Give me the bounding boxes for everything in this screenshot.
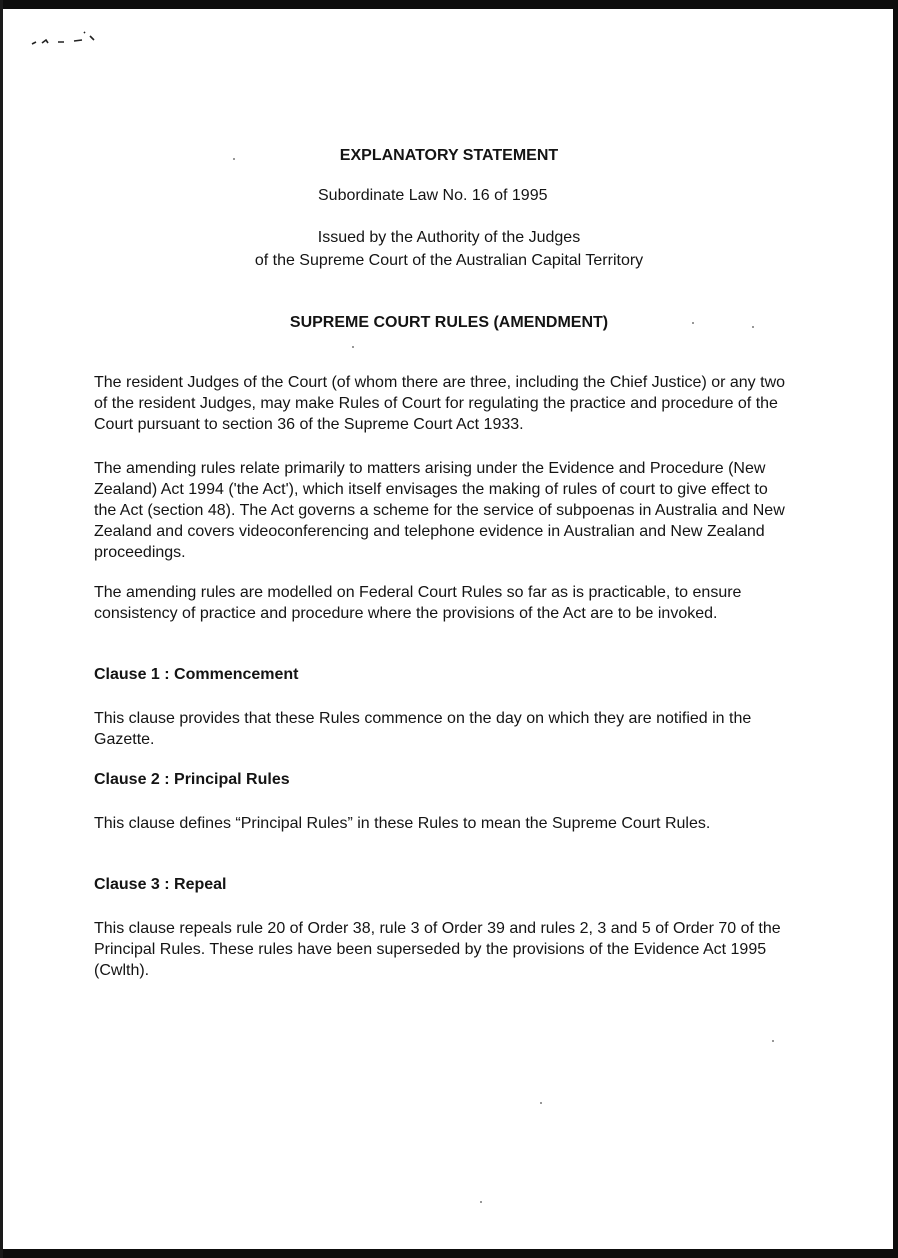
paragraph-judges-power: The resident Judges of the Court (of whom there are three, including the Chief Justice) or any two of the resident Judges, may make Rules of Court for regulating the practice and procedure of the Court pursuant to section 36 of the Supreme Court Act 1933. [94,374,786,433]
scan-edge-left [0,0,3,1258]
scan-speck [540,1102,542,1104]
clause-1-heading: Clause 1 : Commencement [94,666,299,683]
clause-1-text: This clause provides that these Rules commence on the day on which they are notified in the Gazette. [94,710,752,748]
paragraph-federal-court-rules: The amending rules are modelled on Federal Court Rules so far as is practicable, to ensure consistency of practice and procedure where the provisions of the Act are to be invoked. [94,584,742,622]
scan-mark-icon [30,28,110,52]
clause-3-heading: Clause 3 : Repeal [94,876,227,893]
subordinate-law-number: Subordinate Law No. 16 of 1995 [318,187,548,204]
rules-heading: SUPREME COURT RULES (AMENDMENT) [289,314,609,331]
issued-by-line-1: Issued by the Authority of the Judges [317,229,581,246]
scan-edge-right [893,0,898,1258]
clause-3-text: This clause repeals rule 20 of Order 38, rule 3 of Order 39 and rules 2, 3 and 5 of Order 70 of the Principal Rules. These rules have been superseded by the provisions of the Evidence Act 1995 (Cwlth). [94,920,781,979]
document-title: EXPLANATORY STATEMENT [339,147,559,164]
clause-2-heading: Clause 2 : Principal Rules [94,771,290,788]
scan-edge-top [0,0,898,9]
issued-by-line-2: of the Supreme Court of the Australian Capital Territory [254,252,644,269]
clause-2-text: This clause defines “Principal Rules” in these Rules to mean the Supreme Court Rules. [94,815,711,832]
paragraph-amending-rules: The amending rules relate primarily to matters arising under the Evidence and Procedure (New Zealand) Act 1994 ('the Act'), which itself envisages the making of rules of court to give effect to the Act (section 48). The Act governs a scheme for the service of subpoenas in Australia and New Zealand and covers videoconferencing and telephone evidence in Australian and New Zealand proceedings. [94,460,785,561]
scan-speck [352,346,354,348]
scan-speck [772,1040,774,1042]
scan-edge-bottom [0,1249,898,1258]
scan-speck [480,1201,482,1203]
issued-by [0,226,898,272]
